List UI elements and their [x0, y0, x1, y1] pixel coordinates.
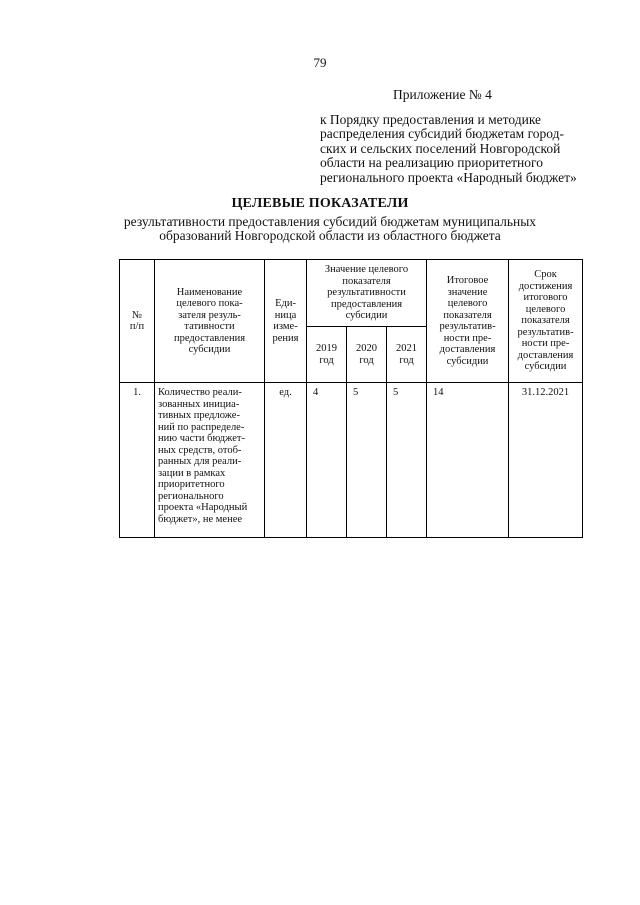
header-total: Итоговое значение целевого показателя результатив- ности пре- доставления субсидии [427, 260, 509, 383]
header-year-2021: 2021 год [387, 327, 427, 383]
cell-total: 14 [427, 383, 509, 538]
page-number: 79 [313, 55, 327, 70]
table-row [120, 383, 583, 538]
cell-num: 1. [120, 383, 155, 538]
header-deadline: Срок достижения итогового целевого показателя результатив- ности пре- доставления субсидии [509, 260, 583, 383]
subheading-line: образований Новгородской области из областного бюджета [159, 228, 501, 243]
indicators-table-wrapper [119, 259, 582, 538]
header-year-2019: 2019 год [307, 327, 347, 383]
appendix-block [320, 88, 595, 185]
cell-indicator-name: Количество реали- зованных инициа- тивных предложе- ний по распределе- нию части бюджет- ных средств, отоб- ранных для реали- зации в рамках приоритетного регионального проекта «Народный бюджет», не менее [155, 383, 265, 538]
cell-2021: 5 [387, 383, 427, 538]
appendix-line: к Порядку предоставления и методике [320, 111, 542, 127]
cell-2020: 5 [347, 383, 387, 538]
header-unit: Еди- ница изме- рения [265, 260, 307, 383]
document-subheading [120, 215, 540, 243]
appendix-line: области на реализацию приоритетного [320, 155, 543, 170]
document-heading: ЦЕЛЕВЫЕ ПОКАЗАТЕЛИ [231, 196, 409, 211]
header-name: Наименование целевого пока- зателя резуль- тативности предоставления субсидии [155, 260, 265, 383]
header-year-2020: 2020 год [347, 327, 387, 383]
header-num: № п/п [120, 260, 155, 383]
appendix-line: ских и сельских поселений Новгородской [320, 140, 561, 156]
subheading-line: результативности предоставления субсидий бюджетам муниципальных [123, 214, 537, 229]
cell-unit: ед. [265, 383, 307, 538]
cell-2019: 4 [307, 383, 347, 538]
appendix-line: распределения субсидий бюджетам город- [320, 126, 564, 141]
header-value-group: Значение целевого показателя результативности предоставления субсидии [307, 260, 427, 327]
appendix-title: Приложение № 4 [393, 87, 492, 102]
cell-deadline: 31.12.2021 [509, 383, 583, 538]
appendix-line: регионального проекта «Народный бюджет» [320, 169, 577, 185]
indicators-table [119, 259, 583, 538]
